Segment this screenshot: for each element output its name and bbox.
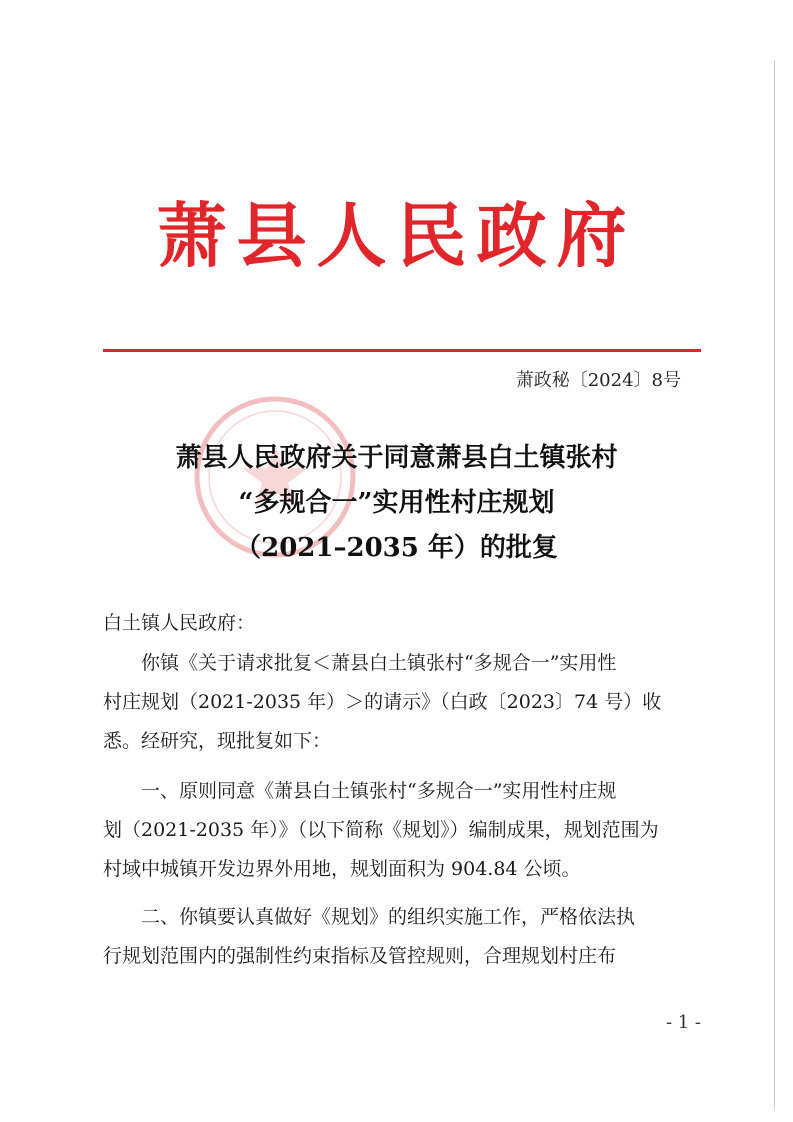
paragraph-line: 二、你镇要认真做好《规划》的组织实施工作，严格依法执 (103, 906, 636, 928)
document-number: 萧政秘〔2024〕8号 (515, 370, 681, 391)
subject-line: （2021–2035 年）的批复 (235, 533, 558, 563)
red-header-rule (103, 349, 701, 352)
paragraph-line: 划（2021-2035 年）》（以下简称《规划》）编制成果，规划范围为 (103, 819, 659, 841)
issuer-title: 萧县人民政府 (156, 194, 637, 277)
paragraph-item-one (103, 772, 703, 889)
scan-edge-divider (774, 60, 775, 1110)
salutation: 白土镇人民政府： (103, 612, 256, 634)
paragraph-line: 你镇《关于请求批复＜萧县白土镇张村“多规合一”实用性 (103, 652, 617, 674)
paragraph-line: 村庄规划（2021-2035 年）＞的请示》（白政〔2023〕74 号）收 (103, 691, 662, 713)
paragraph-request (103, 644, 703, 761)
document-subject (0, 436, 793, 571)
page-number: - 1 - (665, 1012, 701, 1033)
subject-line: 萧县人民政府关于同意萧县白土镇张村 (175, 443, 618, 473)
subject-line: “多规合一”实用性村庄规划 (238, 488, 555, 518)
paragraph-line: 一、原则同意《萧县白土镇张村“多规合一”实用性村庄规 (103, 780, 617, 802)
paragraph-line: 行规划范围内的强制性约束指标及管控规则，合理规划村庄布 (103, 945, 617, 967)
paragraph-line: 村域中城镇开发边界外用地，规划面积为 904.84 公顷。 (103, 858, 581, 880)
paragraph-line: 悉。经研究，现批复如下： (103, 730, 332, 752)
paragraph-item-two (103, 898, 703, 976)
